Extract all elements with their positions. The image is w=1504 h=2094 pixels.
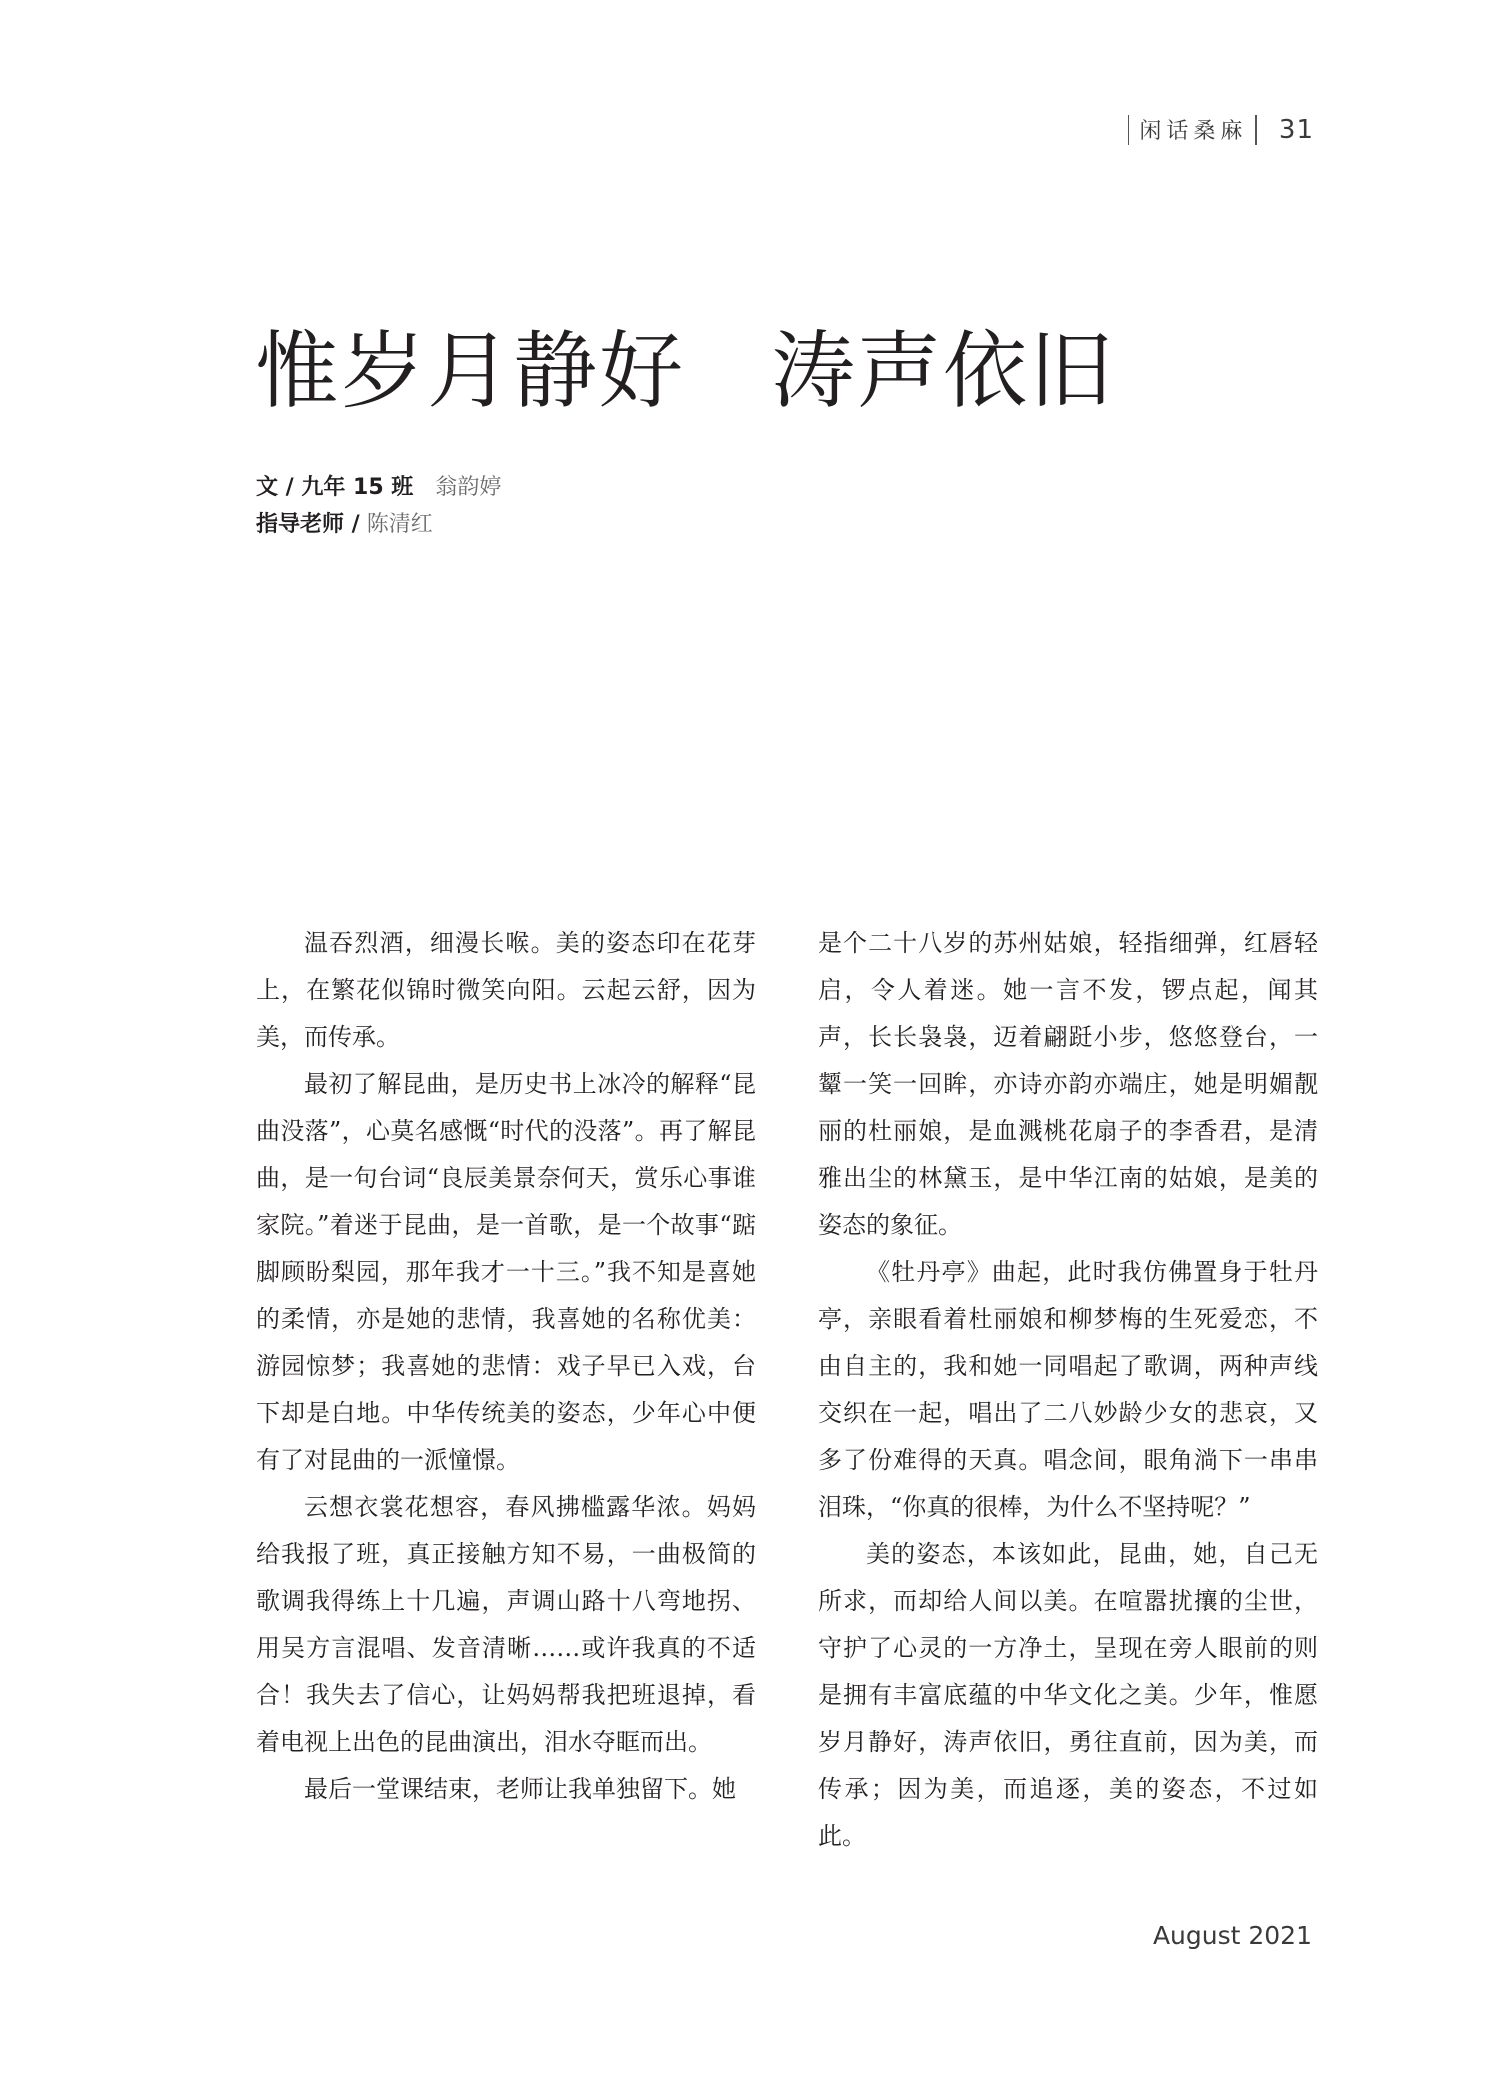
paragraph: 最后一堂课结束，老师让我单独留下。她 xyxy=(304,1775,736,1803)
byline-author-name: 翁韵婷 xyxy=(435,475,502,500)
paragraph: 《牡丹亭》曲起，此时我仿佛置身于牡丹亭，亲眼看着杜丽娘和柳梦梅的生死爱恋，不由自主的，我和她一同唱起了歌调，两种声线交织在一起，唱出了二八妙龄少女的悲哀，又多了份难得的天真。唱念间，眼角淌下一串串泪珠，“你真的很棒，为什么不坚持呢？” xyxy=(818,1258,1318,1521)
byline-teacher xyxy=(256,508,433,542)
byline-teacher-label: 指导老师 / xyxy=(256,512,360,537)
byline-author xyxy=(256,471,501,505)
article-title: 惟岁月静好 涛声依旧 xyxy=(255,322,1116,420)
paragraph: 温吞烈酒，细漫长喉。美的姿态印在花芽上，在繁花似锦时微笑向阳。云起云舒，因为美，而传承。 xyxy=(256,929,756,1051)
issue-date: August 2021 xyxy=(1152,1921,1312,1950)
section-name: 闲话桑麻 xyxy=(1139,119,1248,144)
paragraph-continued: 是个二十八岁的苏州姑娘，轻指细弹，红唇轻启，令人着迷。她一言不发，锣点起，闻其声，长长袅袅，迈着翩跹小步，悠悠登台，一颦一笑一回眸，亦诗亦韵亦端庄，她是明媚靓丽的杜丽娘，是血溅桃花扇子的李香君，是清雅出尘的林黛玉，是中华江南的姑娘，是美的姿态的象征。 xyxy=(818,929,1318,1239)
body-column-left xyxy=(256,920,756,1813)
paragraph: 美的姿态，本该如此，昆曲，她，自己无所求，而却给人间以美。在喧嚣扰攘的尘世，守护了心灵的一方净土，呈现在旁人眼前的则是拥有丰富底蕴的中华文化之美。少年，惟愿岁月静好，涛声依旧，勇往直前，因为美，而传承；因为美，而追逐，美的姿态，不过如此。 xyxy=(818,1540,1318,1850)
header-divider-left xyxy=(1128,115,1130,145)
body-column-right xyxy=(818,920,1318,1860)
paragraph: 最初了解昆曲，是历史书上冰冷的解释“昆曲没落”，心莫名感慨“时代的没落”。再了解昆曲，是一句台词“良辰美景奈何天，赏乐心事谁家院。”着迷于昆曲，是一首歌，是一个故事“踮脚顾盼梨园，那年我才一十三。”我不知是喜她的柔情，亦是她的悲情，我喜她的名称优美：游园惊梦；我喜她的悲情：戏子早已入戏，台下却是白地。中华传统美的姿态，少年心中便有了对昆曲的一派憧憬。 xyxy=(256,1070,756,1474)
byline-author-label: 文 / 九年 15 班 xyxy=(256,475,414,500)
header-divider-right xyxy=(1255,115,1257,145)
page-number: 31 xyxy=(1278,114,1314,145)
paragraph: 云想衣裳花想容，春风拂槛露华浓。妈妈给我报了班，真正接触方知不易，一曲极简的歌调我得练上十几遍，声调山路十八弯地拐、用吴方言混唱、发音清晰……或许我真的不适合！我失去了信心，让妈妈帮我把班退掉，看着电视上出色的昆曲演出，泪水夺眶而出。 xyxy=(256,1493,756,1756)
byline-teacher-name: 陈清红 xyxy=(366,512,433,537)
running-header xyxy=(1128,114,1314,145)
